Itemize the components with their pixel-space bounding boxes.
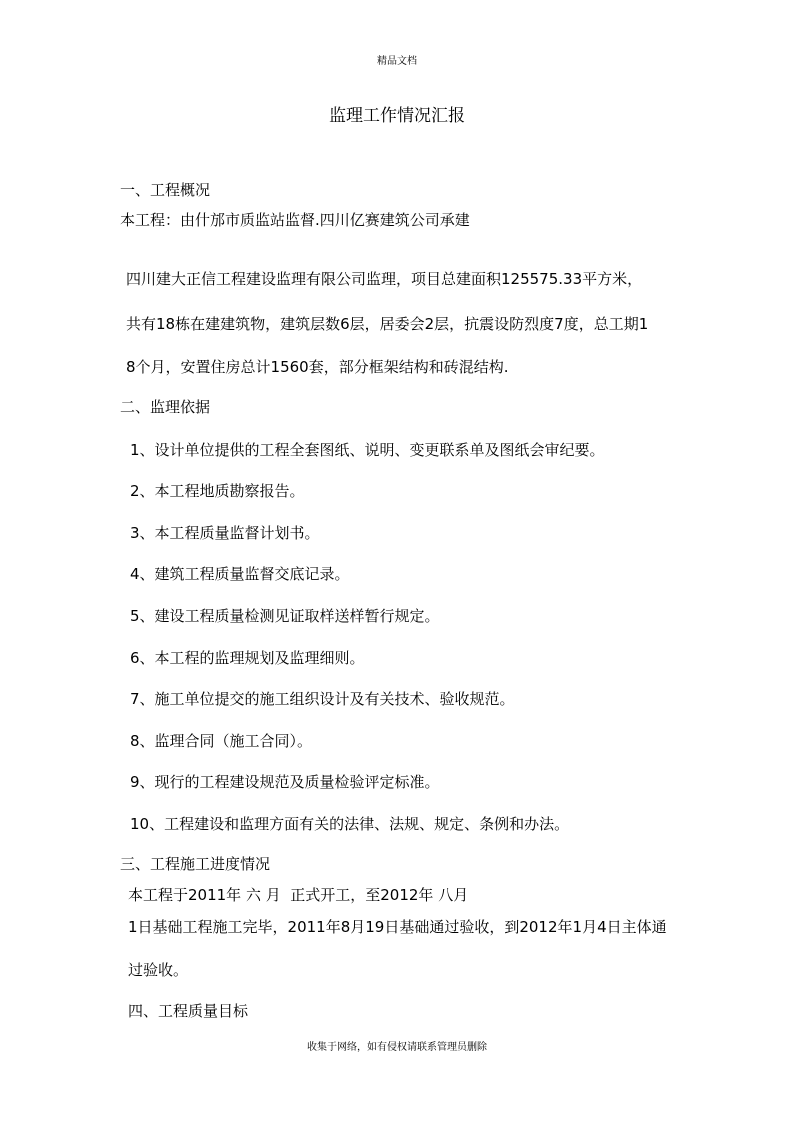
basis-list-item: 9、现行的工程建设规范及质量检验评定标准。 <box>130 773 440 791</box>
overview-line: 本工程：由什邡市质监站监督.四川亿赛建筑公司承建 <box>120 211 470 229</box>
basis-list-item: 8、监理合同（施工合同）。 <box>130 732 313 750</box>
basis-list-item: 10、工程建设和监理方面有关的法律、法规、规定、条例和办法。 <box>130 815 570 833</box>
section-heading-progress: 三、工程施工进度情况 <box>120 855 271 873</box>
basis-list-item: 1、设计单位提供的工程全套图纸、说明、变更联系单及图纸会审纪要。 <box>130 441 605 459</box>
basis-list-item: 7、施工单位提交的施工组织设计及有关技术、验收规范。 <box>130 690 515 708</box>
page-header: 精品文档 <box>377 56 417 67</box>
overview-line: 共有18栋在建建筑物，建筑层数6层，居委会2层，抗震设防烈度7度，总工期1 <box>126 315 649 333</box>
basis-list-item: 6、本工程的监理规划及监理细则。 <box>130 649 365 667</box>
progress-line: 1日基础工程施工完毕，2011年8月19日基础通过验收，到2012年1月4日主体通 <box>128 918 667 936</box>
overview-line: 8个月，安置住房总计1560套，部分框架结构和砖混结构. <box>126 358 509 376</box>
basis-list-item: 5、建设工程质量检测见证取样送样暂行规定。 <box>130 607 440 625</box>
section-heading-basis: 二、监理依据 <box>120 398 211 416</box>
page-footer: 收集于网络，如有侵权请联系管理员删除 <box>307 1042 487 1053</box>
progress-line: 本工程于2011年 六 月 正式开工，至2012年 八月 <box>128 886 469 904</box>
section-heading-overview: 一、工程概况 <box>120 181 211 199</box>
document-title: 监理工作情况汇报 <box>329 106 465 126</box>
overview-line: 四川建大正信工程建设监理有限公司监理，项目总建面积125575.33平方米， <box>126 270 643 288</box>
basis-list-item: 2、本工程地质勘察报告。 <box>130 482 305 500</box>
progress-line: 过验收。 <box>128 961 189 979</box>
basis-list-item: 4、建筑工程质量监督交底记录。 <box>130 565 350 583</box>
basis-list-item: 3、本工程质量监督计划书。 <box>130 524 320 542</box>
section-heading-quality: 四、工程质量目标 <box>128 1002 249 1020</box>
